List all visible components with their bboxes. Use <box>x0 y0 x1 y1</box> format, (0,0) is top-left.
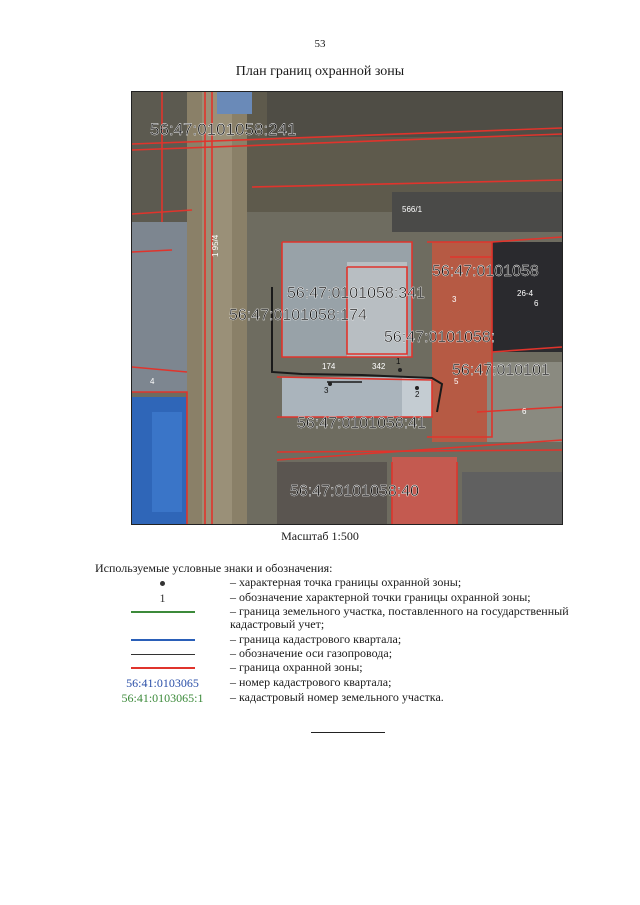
label-parcel-40: 56:47:0101058:40 <box>290 483 420 500</box>
legend-desc: – граница кадастрового квартала; <box>230 632 402 646</box>
label-342: 342 <box>372 362 386 371</box>
legend-symbol-text: 1 <box>159 590 166 605</box>
label-point-3: 3 <box>324 386 329 395</box>
label-5: 5 <box>454 377 459 386</box>
blue-line-icon <box>95 633 230 647</box>
label-parcel-right-top: 56:47:0101058 <box>432 263 539 280</box>
legend-desc: – обозначение оси газопровода; <box>230 646 393 660</box>
dot-icon <box>95 576 230 590</box>
label-parcel-41: 56:47:0101058:41 <box>297 415 427 432</box>
label-6a: 6 <box>534 299 539 308</box>
legend-desc: – кадастровый номер земельного участка. <box>230 690 444 704</box>
legend-symbol-text: 56:41:0103065 <box>126 675 199 690</box>
footer-divider <box>311 732 385 733</box>
label-4: 4 <box>150 377 155 386</box>
label-road-195: 1 95/4 <box>211 234 220 257</box>
label-parcel-right-mid: 56:47:010101 <box>452 362 550 379</box>
label-parcel-174: 56:47:0101058:174 <box>229 307 367 324</box>
label-174: 174 <box>322 362 336 371</box>
legend-desc: – номер кадастрового квартала; <box>230 675 392 689</box>
green-line-icon <box>95 605 230 619</box>
boundary-point <box>398 368 402 372</box>
label-26: 26-4 <box>517 289 534 298</box>
boundary-point <box>328 382 332 386</box>
legend-desc: – граница охранной зоны; <box>230 660 363 674</box>
page-number: 53 <box>314 38 326 50</box>
legend-desc: – граница земельного участка, поставленного на государственный кадастровый учет; <box>230 604 569 631</box>
black-line-icon <box>95 647 230 661</box>
page-title: План границ охранной зоны <box>235 64 405 79</box>
label-parcel-mid: 56:47:0101058: <box>384 329 496 346</box>
label-road-566: 566/1 <box>402 205 423 214</box>
label-point-2: 2 <box>415 390 420 399</box>
legend-desc: – характерная точка границы охранной зоны; <box>230 575 462 589</box>
label-3: 3 <box>452 295 457 304</box>
legend-title: Используемые условные знаки и обозначения: <box>95 561 333 575</box>
label-parcel-241: 56:47:0101058:241 <box>150 120 297 139</box>
red-line-icon <box>95 661 230 675</box>
legend-desc: – обозначение характерной точки границы охранной зоны; <box>230 590 531 604</box>
label-point-1: 1 <box>396 357 401 366</box>
label-6b: 6 <box>522 407 527 416</box>
legend-symbol-text: 56:41:0103065:1 <box>121 690 204 705</box>
scale-caption: Масштаб 1:500 <box>281 529 359 543</box>
label-parcel-341: 56:47:0101058:341 <box>287 285 425 302</box>
satellite-map <box>131 91 563 525</box>
